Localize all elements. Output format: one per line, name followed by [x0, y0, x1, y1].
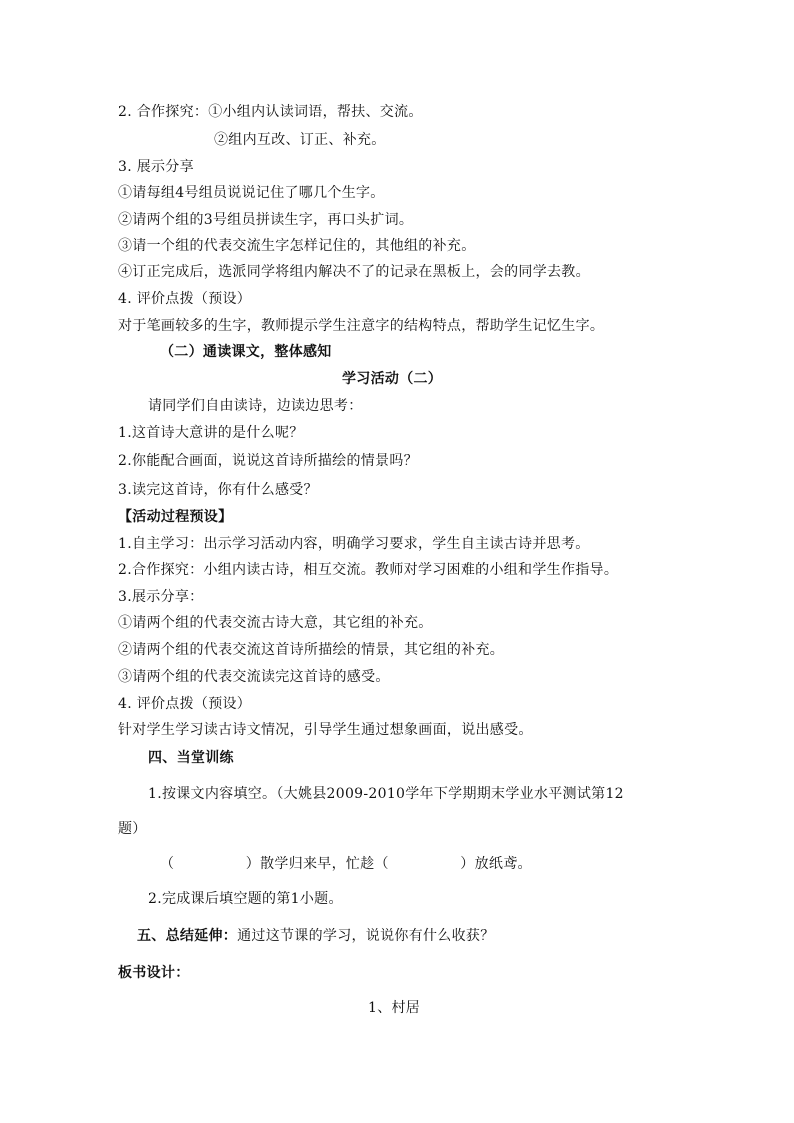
question-2: 2.你能配合画面，说说这首诗所描绘的情景吗？ — [118, 453, 418, 469]
board-design-title: 1、村居 — [368, 1000, 421, 1016]
activity-intro: 请同学们自由读诗，边读边思考： — [148, 398, 363, 414]
process-share-2: ②请两个组的代表交流这首诗所描绘的情景，其它组的补充。 — [118, 642, 505, 658]
process-share-1: ①请两个组的代表交流古诗大意，其它组的补充。 — [118, 615, 433, 631]
question-1: 1.这首诗大意讲的是什么呢？ — [118, 425, 304, 441]
share-item-4: ④订正完成后，选派同学将组内解决不了的记录在黑板上，会的同学去教。 — [118, 264, 590, 280]
fill-in-blank-line: （ ）散学归来早，忙趁（ ）放纸鸢。 — [160, 856, 532, 872]
practice-item-2: 2.完成课后填空题的第1小题。 — [148, 891, 343, 907]
summary-heading: 五、总结延伸： — [137, 928, 238, 944]
practice-item-1: 1.按课文内容填空。（大姚县2009-2010学年下学期期末学业水平测试第12 — [148, 786, 624, 802]
share-item-3: ③请一个组的代表交流生字怎样记住的，其他组的补充。 — [118, 238, 476, 254]
step-3-heading: 3. 展示分享 — [118, 159, 194, 175]
section-heading-practice: 四、当堂训练 — [148, 750, 234, 766]
process-step-1: 1.自主学习：出示学习活动内容，明确学习要求，学生自主读古诗并思考。 — [118, 536, 590, 552]
step-4-heading: 4. 评价点拨（预设） — [118, 291, 252, 307]
practice-item-1-cont: 题） — [118, 821, 147, 837]
question-3: 3.读完这首诗，你有什么感受？ — [118, 482, 318, 498]
summary-line — [137, 927, 495, 945]
step-2-cooperative-inquiry: 2. 合作探究：①小组内认读词语，帮扶、交流。 — [118, 104, 423, 120]
step-2-substep: ②组内互改、订正、补充。 — [214, 132, 386, 148]
activity-process-heading: 【活动过程预设】 — [118, 509, 233, 525]
process-share-3: ③请两个组的代表交流读完这首诗的感受。 — [118, 669, 390, 685]
activity-2-title: 学习活动（二） — [342, 371, 443, 387]
process-step-4-text: 针对学生学习读古诗文情况，引导学生通过想象画面，说出感受。 — [118, 722, 533, 738]
process-step-3: 3.展示分享： — [118, 589, 204, 605]
process-step-2: 2.合作探究：小组内读古诗，相互交流。教师对学习困难的小组和学生作指导。 — [118, 562, 619, 578]
summary-text: 通过这节课的学习，说说你有什么收获？ — [237, 928, 495, 944]
board-design-heading: 板书设计： — [118, 965, 190, 981]
step-4-text: 对于笔画较多的生字，教师提示学生注意字的结构特点，帮助学生记忆生字。 — [118, 318, 605, 334]
share-item-2: ②请两个组的3号组员拼读生字，再口头扩词。 — [118, 212, 414, 228]
section-heading-read-text: （二）通读课文，整体感知 — [160, 344, 332, 360]
share-item-1: ①请每组4号组员说说记住了哪几个生字。 — [118, 185, 385, 201]
process-step-4: 4. 评价点拨（预设） — [118, 696, 252, 712]
